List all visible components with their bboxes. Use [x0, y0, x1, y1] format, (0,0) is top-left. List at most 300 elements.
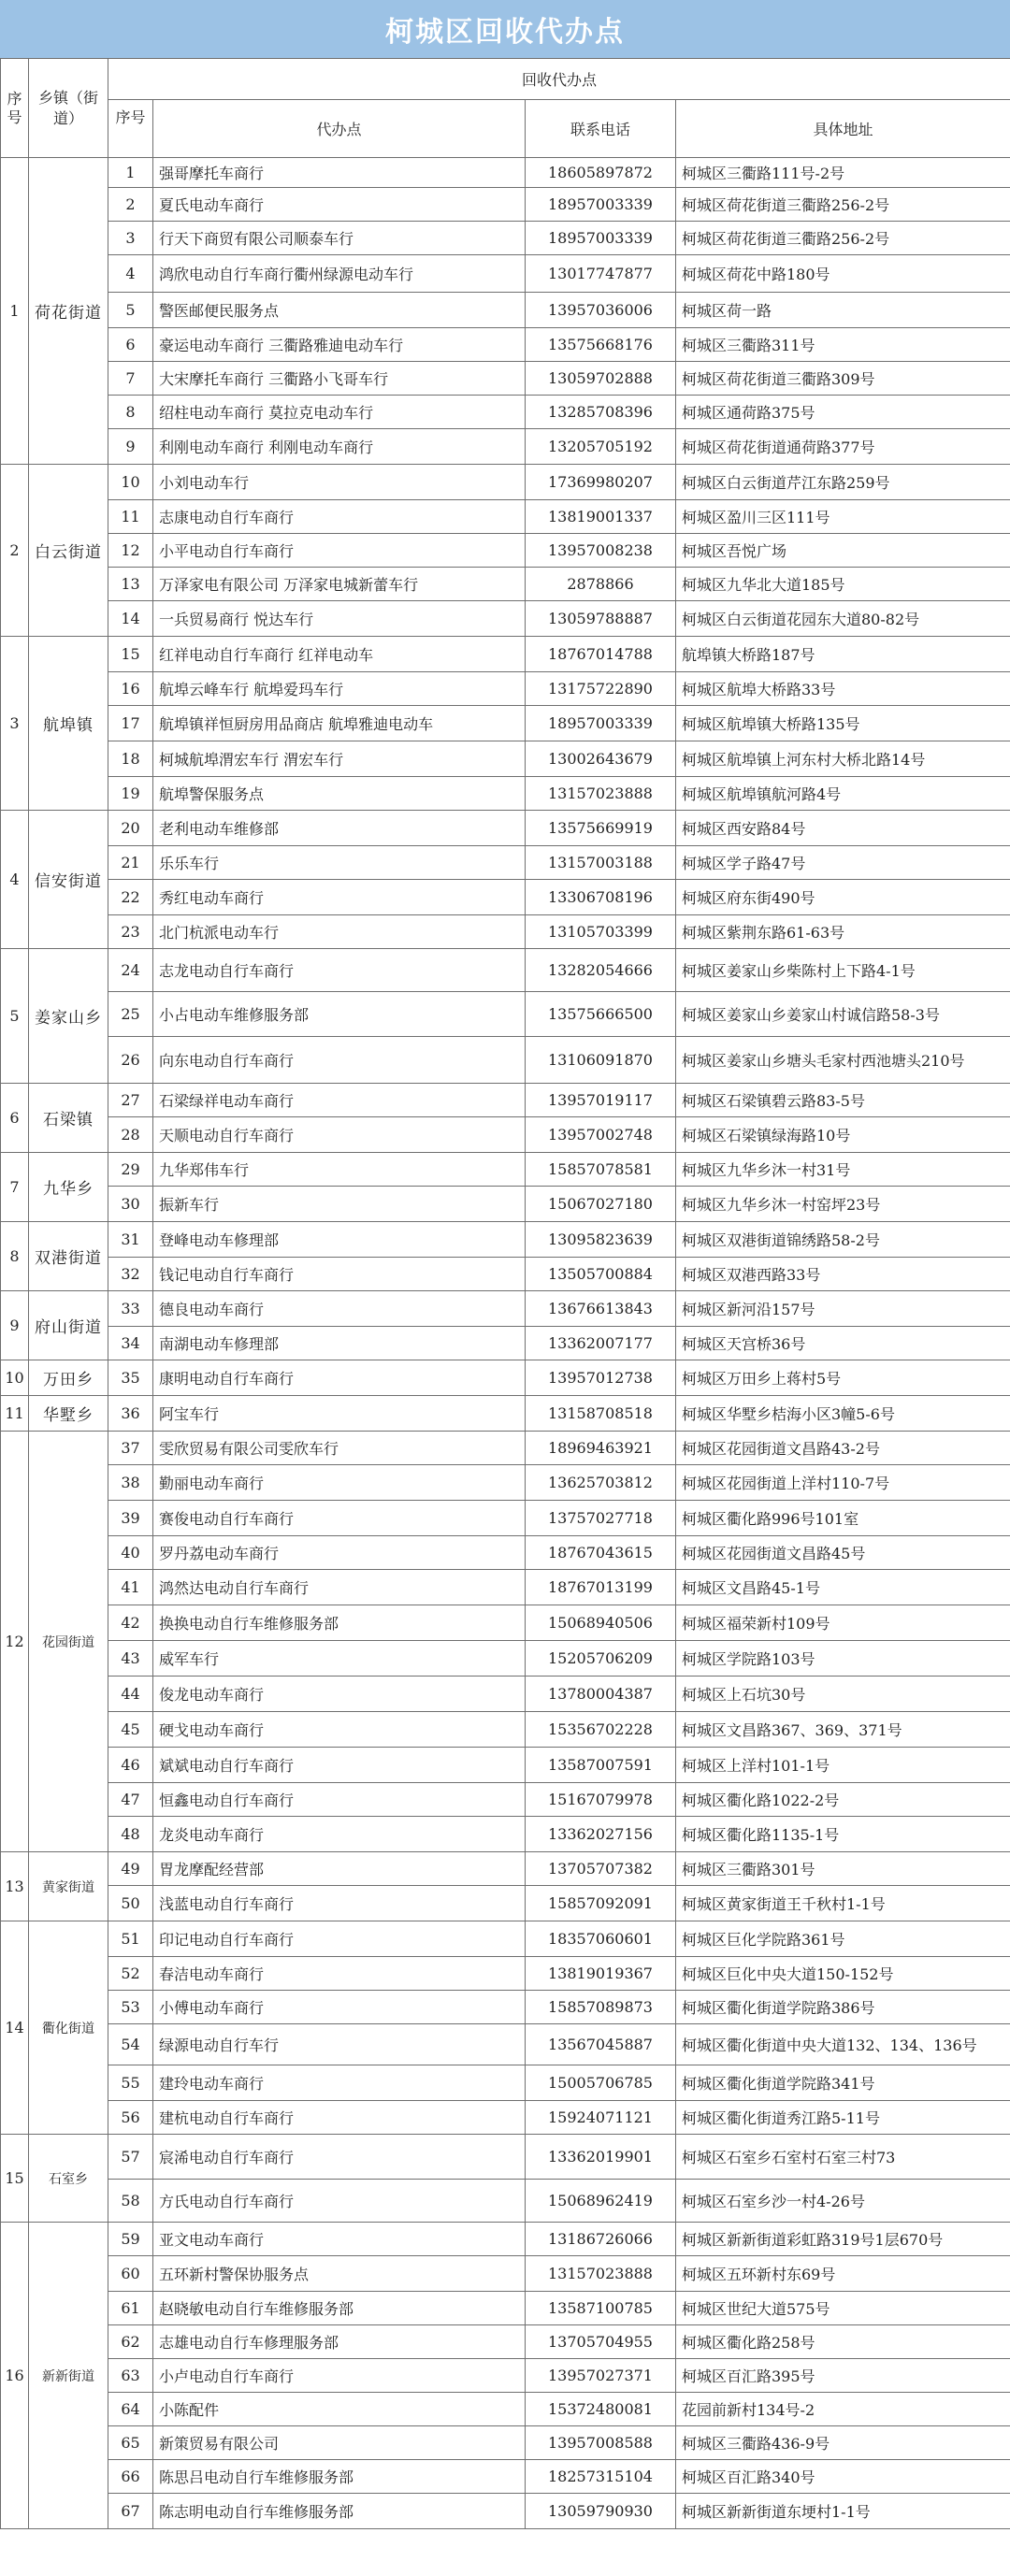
phone-number: 13705704955 — [526, 2325, 676, 2359]
agent-name: 红祥电动自行车商行 红祥电动车 — [153, 637, 526, 672]
phone-number: 15067027180 — [526, 1187, 676, 1222]
address: 柯城区三衢路301号 — [676, 1852, 1010, 1886]
row-seq: 60 — [108, 2256, 153, 2292]
table-row — [1, 362, 1010, 396]
agent-name: 老利电动车维修部 — [153, 811, 526, 846]
agent-name: 利刚电动车商行 利刚电动车商行 — [153, 429, 526, 465]
row-seq: 4 — [108, 255, 153, 293]
phone-number: 13625703812 — [526, 1465, 676, 1501]
row-seq: 21 — [108, 846, 153, 880]
phone-number: 13957008238 — [526, 534, 676, 568]
agent-name: 宸浠电动自行车商行 — [153, 2135, 526, 2180]
agent-name: 威军车行 — [153, 1641, 526, 1677]
row-seq: 53 — [108, 1991, 153, 2024]
town-seq: 5 — [1, 949, 29, 1084]
agent-name: 北门杭派电动车行 — [153, 915, 526, 949]
address: 柯城区文昌路367、369、371号 — [676, 1712, 1010, 1748]
header-town: 乡镇（街道） — [29, 59, 108, 158]
phone-number: 13819019367 — [526, 1957, 676, 1991]
row-seq: 31 — [108, 1222, 153, 1258]
agent-name: 鸿然达电动自行车商行 — [153, 1570, 526, 1605]
agent-name: 龙炎电动车商行 — [153, 1817, 526, 1852]
table-row — [1, 949, 1010, 992]
town-seq: 8 — [1, 1222, 29, 1291]
row-seq: 1 — [108, 158, 153, 188]
row-seq: 49 — [108, 1852, 153, 1886]
agent-name: 恒鑫电动自行车商行 — [153, 1783, 526, 1817]
row-seq: 8 — [108, 396, 153, 429]
table-header — [1, 59, 1010, 158]
address: 柯城区衢化路1135-1号 — [676, 1817, 1010, 1852]
row-seq: 7 — [108, 362, 153, 396]
row-seq: 32 — [108, 1258, 153, 1291]
town-seq: 13 — [1, 1852, 29, 1921]
address: 柯城区巨化中央大道150-152号 — [676, 1957, 1010, 1991]
agent-name: 鸿欣电动自行车商行衢州绿源电动车行 — [153, 255, 526, 293]
header-sub-seq: 序号 — [108, 100, 153, 158]
town-seq: 12 — [1, 1432, 29, 1852]
row-seq: 40 — [108, 1536, 153, 1570]
table-row — [1, 1852, 1010, 1886]
agent-name: 志龙电动自行车商行 — [153, 949, 526, 992]
address: 柯城区荷花街道三衢路256-2号 — [676, 188, 1010, 222]
address: 柯城区五环新村东69号 — [676, 2256, 1010, 2292]
row-seq: 52 — [108, 1957, 153, 1991]
phone-number: 13095823639 — [526, 1222, 676, 1258]
address: 柯城区白云街道芹江东路259号 — [676, 465, 1010, 500]
table-row — [1, 2065, 1010, 2101]
agent-name: 石梁绿祥电动车商行 — [153, 1084, 526, 1117]
town-name: 姜家山乡 — [29, 949, 108, 1084]
agent-name: 大宋摩托车商行 三衢路小飞哥车行 — [153, 362, 526, 396]
row-seq: 34 — [108, 1327, 153, 1360]
town-name: 航埠镇 — [29, 637, 108, 811]
table-row — [1, 1501, 1010, 1536]
table-row — [1, 2101, 1010, 2135]
agent-name: 豪运电动车商行 三衢路雅迪电动车行 — [153, 328, 526, 362]
address: 柯城区文昌路45-1号 — [676, 1570, 1010, 1605]
table-row — [1, 396, 1010, 429]
table-row — [1, 534, 1010, 568]
row-seq: 30 — [108, 1187, 153, 1222]
table-row — [1, 429, 1010, 465]
phone-number: 13362027156 — [526, 1817, 676, 1852]
row-seq: 43 — [108, 1641, 153, 1677]
row-seq: 56 — [108, 2101, 153, 2135]
address: 柯城区衢化街道中央大道132、134、136号 — [676, 2024, 1010, 2065]
phone-number: 13157023888 — [526, 777, 676, 811]
agent-name: 陈思吕电动自行车维修服务部 — [153, 2460, 526, 2494]
row-seq: 50 — [108, 1886, 153, 1921]
address: 柯城区巨化学院路361号 — [676, 1921, 1010, 1957]
table-row — [1, 2135, 1010, 2180]
address: 柯城区新河沿157号 — [676, 1291, 1010, 1327]
row-seq: 26 — [108, 1037, 153, 1084]
table-row — [1, 158, 1010, 188]
row-seq: 3 — [108, 222, 153, 255]
agent-name: 振新车行 — [153, 1187, 526, 1222]
row-seq: 57 — [108, 2135, 153, 2180]
address: 柯城区新新街道彩虹路319号1层670号 — [676, 2223, 1010, 2256]
table-row — [1, 1748, 1010, 1783]
address: 柯城区学院路103号 — [676, 1641, 1010, 1677]
phone-number: 18767043615 — [526, 1536, 676, 1570]
phone-number: 13957008588 — [526, 2426, 676, 2460]
phone-number: 13285708396 — [526, 396, 676, 429]
town-name: 信安街道 — [29, 811, 108, 949]
table-row — [1, 811, 1010, 846]
row-seq: 12 — [108, 534, 153, 568]
agent-name: 钱记电动自行车商行 — [153, 1258, 526, 1291]
agent-name: 行天下商贸有限公司顺泰车行 — [153, 222, 526, 255]
table-row — [1, 500, 1010, 534]
town-name: 万田乡 — [29, 1360, 108, 1396]
agent-name: 建杭电动自行车商行 — [153, 2101, 526, 2135]
address: 柯城区双港街道锦绣路58-2号 — [676, 1222, 1010, 1258]
phone-number: 15068962419 — [526, 2180, 676, 2223]
address: 柯城区三衢路436-9号 — [676, 2426, 1010, 2460]
address: 柯城区学子路47号 — [676, 846, 1010, 880]
phone-number: 15857089873 — [526, 1991, 676, 2024]
phone-number: 15005706785 — [526, 2065, 676, 2101]
phone-number: 13157003188 — [526, 846, 676, 880]
agent-name: 赛俊电动自行车商行 — [153, 1501, 526, 1536]
phone-number: 13158708518 — [526, 1396, 676, 1432]
table-row — [1, 741, 1010, 777]
phone-number: 15356702228 — [526, 1712, 676, 1748]
table-row — [1, 328, 1010, 362]
row-seq: 19 — [108, 777, 153, 811]
row-seq: 66 — [108, 2460, 153, 2494]
page-title: 柯城区回收代办点 — [385, 16, 625, 49]
phone-number: 13957019117 — [526, 1084, 676, 1117]
table-row — [1, 915, 1010, 949]
town-name: 新新街道 — [29, 2223, 108, 2529]
table-row — [1, 1153, 1010, 1187]
address: 柯城区吾悦广场 — [676, 534, 1010, 568]
town-seq: 11 — [1, 1396, 29, 1432]
address: 柯城区上洋村101-1号 — [676, 1748, 1010, 1783]
row-seq: 24 — [108, 949, 153, 992]
town-name: 花园街道 — [29, 1432, 108, 1852]
row-seq: 29 — [108, 1153, 153, 1187]
table-row — [1, 1570, 1010, 1605]
address: 柯城区百汇路395号 — [676, 2359, 1010, 2393]
title-bar — [0, 0, 1010, 58]
phone-number: 18957003339 — [526, 222, 676, 255]
table-row — [1, 293, 1010, 328]
agent-name: 绍柱电动车商行 莫拉克电动车行 — [153, 396, 526, 429]
town-seq: 1 — [1, 158, 29, 465]
agent-name: 雯欣贸易有限公司雯欣车行 — [153, 1432, 526, 1465]
agent-name: 向东电动自行车商行 — [153, 1037, 526, 1084]
town-name: 府山街道 — [29, 1291, 108, 1360]
row-seq: 11 — [108, 500, 153, 534]
agent-name: 小刘电动车行 — [153, 465, 526, 500]
address: 柯城区石梁镇碧云路83-5号 — [676, 1084, 1010, 1117]
address: 柯城区荷花中路180号 — [676, 255, 1010, 293]
agent-name: 陈志明电动自行车维修服务部 — [153, 2494, 526, 2529]
phone-number: 18257315104 — [526, 2460, 676, 2494]
agent-name: 一兵贸易商行 悦达车行 — [153, 601, 526, 637]
phone-number: 18957003339 — [526, 188, 676, 222]
address: 柯城区衢化街道学院路341号 — [676, 2065, 1010, 2101]
agent-name: 绿源电动自行车行 — [153, 2024, 526, 2065]
phone-number: 18767014788 — [526, 637, 676, 672]
phone-number: 13362019901 — [526, 2135, 676, 2180]
phone-number: 13957002748 — [526, 1117, 676, 1153]
table-row — [1, 465, 1010, 500]
row-seq: 58 — [108, 2180, 153, 2223]
row-seq: 62 — [108, 2325, 153, 2359]
table-row — [1, 1817, 1010, 1852]
agent-name: 小傅电动车商行 — [153, 1991, 526, 2024]
table-row — [1, 1641, 1010, 1677]
agent-name: 秀红电动车商行 — [153, 880, 526, 915]
address: 柯城区新新街道东埂村1-1号 — [676, 2494, 1010, 2529]
agent-name: 志雄电动自行车修理服务部 — [153, 2325, 526, 2359]
row-seq: 17 — [108, 706, 153, 741]
row-seq: 27 — [108, 1084, 153, 1117]
phone-number: 13059790930 — [526, 2494, 676, 2529]
phone-number: 15205706209 — [526, 1641, 676, 1677]
phone-number: 13676613843 — [526, 1291, 676, 1327]
town-seq: 6 — [1, 1084, 29, 1153]
row-seq: 63 — [108, 2359, 153, 2393]
town-seq: 10 — [1, 1360, 29, 1396]
agent-name: 小平电动自行车商行 — [153, 534, 526, 568]
address: 柯城区姜家山乡姜家山村诚信路58-3号 — [676, 992, 1010, 1037]
phone-number: 18605897872 — [526, 158, 676, 188]
address: 柯城区通荷路375号 — [676, 396, 1010, 429]
row-seq: 39 — [108, 1501, 153, 1536]
address: 柯城区荷花街道通荷路377号 — [676, 429, 1010, 465]
table-row — [1, 1957, 1010, 1991]
town-name: 荷花街道 — [29, 158, 108, 465]
address: 柯城区九华乡沐一村窑坪23号 — [676, 1187, 1010, 1222]
phone-number: 13587007591 — [526, 1748, 676, 1783]
phone-number: 13157023888 — [526, 2256, 676, 2292]
phone-number: 13957012738 — [526, 1360, 676, 1396]
table-row — [1, 2359, 1010, 2393]
phone-number: 18957003339 — [526, 706, 676, 741]
town-name: 石梁镇 — [29, 1084, 108, 1153]
table-row — [1, 568, 1010, 601]
phone-number: 15857092091 — [526, 1886, 676, 1921]
phone-number: 13059788887 — [526, 601, 676, 637]
town-name: 黄家街道 — [29, 1852, 108, 1921]
address: 柯城区九华北大道185号 — [676, 568, 1010, 601]
header-group: 回收代办点 — [108, 59, 1010, 100]
table-row — [1, 2325, 1010, 2359]
address: 柯城区百汇路340号 — [676, 2460, 1010, 2494]
row-seq: 20 — [108, 811, 153, 846]
address: 柯城区石梁镇绿海路10号 — [676, 1117, 1010, 1153]
table-row — [1, 2494, 1010, 2529]
agent-name: 警医邮便民服务点 — [153, 293, 526, 328]
town-name: 双港街道 — [29, 1222, 108, 1291]
phone-number: 15372480081 — [526, 2393, 676, 2426]
town-name: 九华乡 — [29, 1153, 108, 1222]
row-seq: 14 — [108, 601, 153, 637]
town-seq: 3 — [1, 637, 29, 811]
row-seq: 46 — [108, 1748, 153, 1783]
agent-name: 德良电动车商行 — [153, 1291, 526, 1327]
row-seq: 42 — [108, 1605, 153, 1641]
table-row — [1, 2180, 1010, 2223]
row-seq: 64 — [108, 2393, 153, 2426]
town-name: 白云街道 — [29, 465, 108, 637]
agent-name: 登峰电动车修理部 — [153, 1222, 526, 1258]
phone-number: 18969463921 — [526, 1432, 676, 1465]
phone-number: 13819001337 — [526, 500, 676, 534]
address: 柯城区衢化路258号 — [676, 2325, 1010, 2359]
header-address: 具体地址 — [676, 100, 1010, 158]
table-row — [1, 1886, 1010, 1921]
address: 柯城区花园街道文昌路43-2号 — [676, 1432, 1010, 1465]
table-row — [1, 1258, 1010, 1291]
phone-number: 13957027371 — [526, 2359, 676, 2393]
town-name: 衢化街道 — [29, 1921, 108, 2135]
address: 柯城区航埠镇上河东村大桥北路14号 — [676, 741, 1010, 777]
phone-number: 15857078581 — [526, 1153, 676, 1187]
agent-name: 罗丹荔电动车商行 — [153, 1536, 526, 1570]
address: 柯城区花园街道上洋村110-7号 — [676, 1465, 1010, 1501]
row-seq: 65 — [108, 2426, 153, 2460]
row-seq: 10 — [108, 465, 153, 500]
address: 柯城区荷一路 — [676, 293, 1010, 328]
row-seq: 37 — [108, 1432, 153, 1465]
agent-name: 航埠警保服务点 — [153, 777, 526, 811]
agent-name: 阿宝车行 — [153, 1396, 526, 1432]
table-row — [1, 1396, 1010, 1432]
phone-number: 13780004387 — [526, 1677, 676, 1712]
row-seq: 9 — [108, 429, 153, 465]
header-phone: 联系电话 — [526, 100, 676, 158]
address: 柯城区西安路84号 — [676, 811, 1010, 846]
table-row — [1, 1222, 1010, 1258]
row-seq: 23 — [108, 915, 153, 949]
agent-name: 春洁电动车商行 — [153, 1957, 526, 1991]
table-row — [1, 2460, 1010, 2494]
table-row — [1, 1783, 1010, 1817]
phone-number: 13105703399 — [526, 915, 676, 949]
agent-name: 小陈配件 — [153, 2393, 526, 2426]
row-seq: 13 — [108, 568, 153, 601]
row-seq: 22 — [108, 880, 153, 915]
table-row — [1, 188, 1010, 222]
address: 柯城区荷花街道三衢路256-2号 — [676, 222, 1010, 255]
phone-number: 13282054666 — [526, 949, 676, 992]
address: 柯城区府东街490号 — [676, 880, 1010, 915]
table-row — [1, 1291, 1010, 1327]
table-row — [1, 222, 1010, 255]
phone-number: 13705707382 — [526, 1852, 676, 1886]
agent-name: 强哥摩托车商行 — [153, 158, 526, 188]
phone-number: 13059702888 — [526, 362, 676, 396]
phone-number: 15167079978 — [526, 1783, 676, 1817]
address: 花园前新村134号-2 — [676, 2393, 1010, 2426]
town-seq: 14 — [1, 1921, 29, 2135]
row-seq: 36 — [108, 1396, 153, 1432]
town-seq: 4 — [1, 811, 29, 949]
agent-name: 航埠镇祥恒厨房用品商店 航埠雅迪电动车 — [153, 706, 526, 741]
agent-name: 万泽家电有限公司 万泽家电城新蕾车行 — [153, 568, 526, 601]
agent-name: 南湖电动车修理部 — [153, 1327, 526, 1360]
agent-table — [0, 58, 1010, 2529]
address: 柯城区白云街道花园东大道80-82号 — [676, 601, 1010, 637]
row-seq: 25 — [108, 992, 153, 1037]
row-seq: 2 — [108, 188, 153, 222]
phone-number: 2878866 — [526, 568, 676, 601]
agent-name: 亚文电动车商行 — [153, 2223, 526, 2256]
address: 柯城区九华乡沐一村31号 — [676, 1153, 1010, 1187]
table-row — [1, 1360, 1010, 1396]
agent-name: 康明电动自行车商行 — [153, 1360, 526, 1396]
row-seq: 15 — [108, 637, 153, 672]
table-row — [1, 2256, 1010, 2292]
header-seq: 序号 — [1, 59, 29, 158]
address: 柯城区紫荆东路61-63号 — [676, 915, 1010, 949]
address: 柯城区衢化街道学院路386号 — [676, 1991, 1010, 2024]
agent-name: 俊龙电动车商行 — [153, 1677, 526, 1712]
address: 柯城区花园街道文昌路45号 — [676, 1536, 1010, 1570]
row-seq: 28 — [108, 1117, 153, 1153]
address: 柯城区衢化路1022-2号 — [676, 1783, 1010, 1817]
table-row — [1, 672, 1010, 706]
agent-name: 建玲电动车商行 — [153, 2065, 526, 2101]
table-row — [1, 637, 1010, 672]
table-row — [1, 601, 1010, 637]
row-seq: 48 — [108, 1817, 153, 1852]
agent-name: 新策贸易有限公司 — [153, 2426, 526, 2460]
address: 柯城区航埠大桥路33号 — [676, 672, 1010, 706]
table-row — [1, 706, 1010, 741]
table-row — [1, 1327, 1010, 1360]
phone-number: 13575669919 — [526, 811, 676, 846]
table-row — [1, 2393, 1010, 2426]
table-row — [1, 1117, 1010, 1153]
phone-number: 18357060601 — [526, 1921, 676, 1957]
address: 柯城区黄家街道王千秋村1-1号 — [676, 1886, 1010, 1921]
table-row — [1, 1037, 1010, 1084]
row-seq: 51 — [108, 1921, 153, 1957]
table-row — [1, 992, 1010, 1037]
row-seq: 6 — [108, 328, 153, 362]
agent-name: 印记电动自行车商行 — [153, 1921, 526, 1957]
agent-name: 赵晓敏电动自行车维修服务部 — [153, 2292, 526, 2325]
row-seq: 54 — [108, 2024, 153, 2065]
phone-number: 13957036006 — [526, 293, 676, 328]
row-seq: 61 — [108, 2292, 153, 2325]
table-row — [1, 1465, 1010, 1501]
agent-name: 柯城航埠渭宏车行 渭宏车行 — [153, 741, 526, 777]
table-row — [1, 1605, 1010, 1641]
phone-number: 13306708196 — [526, 880, 676, 915]
header-agent: 代办点 — [153, 100, 526, 158]
address: 柯城区衢化路996号101室 — [676, 1501, 1010, 1536]
address: 柯城区姜家山乡塘头毛家村西池塘头210号 — [676, 1037, 1010, 1084]
agent-name: 斌斌电动自行车商行 — [153, 1748, 526, 1783]
table-row — [1, 880, 1010, 915]
address: 柯城区航埠镇大桥路135号 — [676, 706, 1010, 741]
table-row — [1, 1084, 1010, 1117]
agent-name: 胃龙摩配经营部 — [153, 1852, 526, 1886]
address: 柯城区万田乡上蒋村5号 — [676, 1360, 1010, 1396]
agent-name: 天顺电动自行车商行 — [153, 1117, 526, 1153]
agent-name: 夏氏电动车商行 — [153, 188, 526, 222]
address: 柯城区石室乡石室村石室三村73 — [676, 2135, 1010, 2180]
